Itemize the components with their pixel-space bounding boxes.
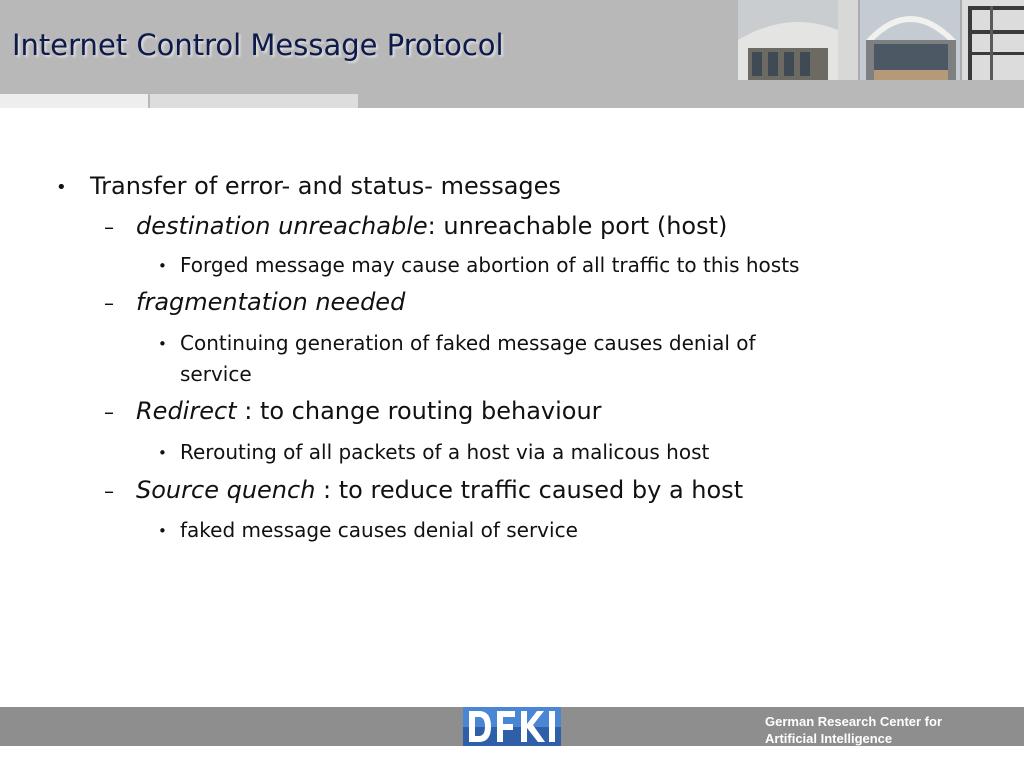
bullet-term: Redirect <box>136 397 237 425</box>
dash-marker: – <box>104 215 114 239</box>
header-strip-mid <box>150 94 358 108</box>
bullet-dot: • <box>158 444 167 462</box>
bullet-item: Continuing generation of faked message causes denial of <box>180 331 756 355</box>
bullet-item: faked message causes denial of service <box>180 518 578 542</box>
bullet-item <box>136 476 743 504</box>
bullet-item <box>136 212 727 240</box>
bullet-term: Source quench <box>136 476 316 504</box>
dash-marker: – <box>104 291 114 315</box>
footer-line-1: German Research Center for <box>765 714 943 729</box>
footer-org-name <box>765 713 942 747</box>
footer-line-2: Artificial Intelligence <box>765 731 893 746</box>
bullet-text: : to reduce traffic caused by a host <box>315 476 744 504</box>
bullet-dot: • <box>56 177 67 198</box>
bullet-dot: • <box>158 257 167 275</box>
bullet-text: : to change routing behaviour <box>236 397 602 425</box>
bullet-dot: • <box>158 522 167 540</box>
bullet-item: Rerouting of all packets of a host via a malicous host <box>180 440 710 464</box>
bullet-term: fragmentation needed <box>136 288 406 316</box>
bullet-item <box>136 397 602 425</box>
building-photo-image <box>738 0 1024 80</box>
dash-marker: – <box>104 400 114 424</box>
bullet-dot: • <box>158 335 167 353</box>
slide-title: Internet Control Message Protocol <box>12 28 504 62</box>
dfki-logo <box>463 707 561 746</box>
bullet-term: destination unreachable <box>136 212 428 240</box>
slide-body <box>0 160 1024 700</box>
dash-marker: – <box>104 479 114 503</box>
bullet-item: Transfer of error- and status- messages <box>90 172 561 200</box>
slide-footer <box>0 707 1024 746</box>
bullet-text: : unreachable port (host) <box>427 212 728 240</box>
bullet-item-continuation: service <box>180 362 252 386</box>
slide-header <box>0 0 1024 108</box>
header-strip-light <box>0 94 148 108</box>
bullet-item: Forged message may cause abortion of all traffic to this hosts <box>180 253 800 277</box>
